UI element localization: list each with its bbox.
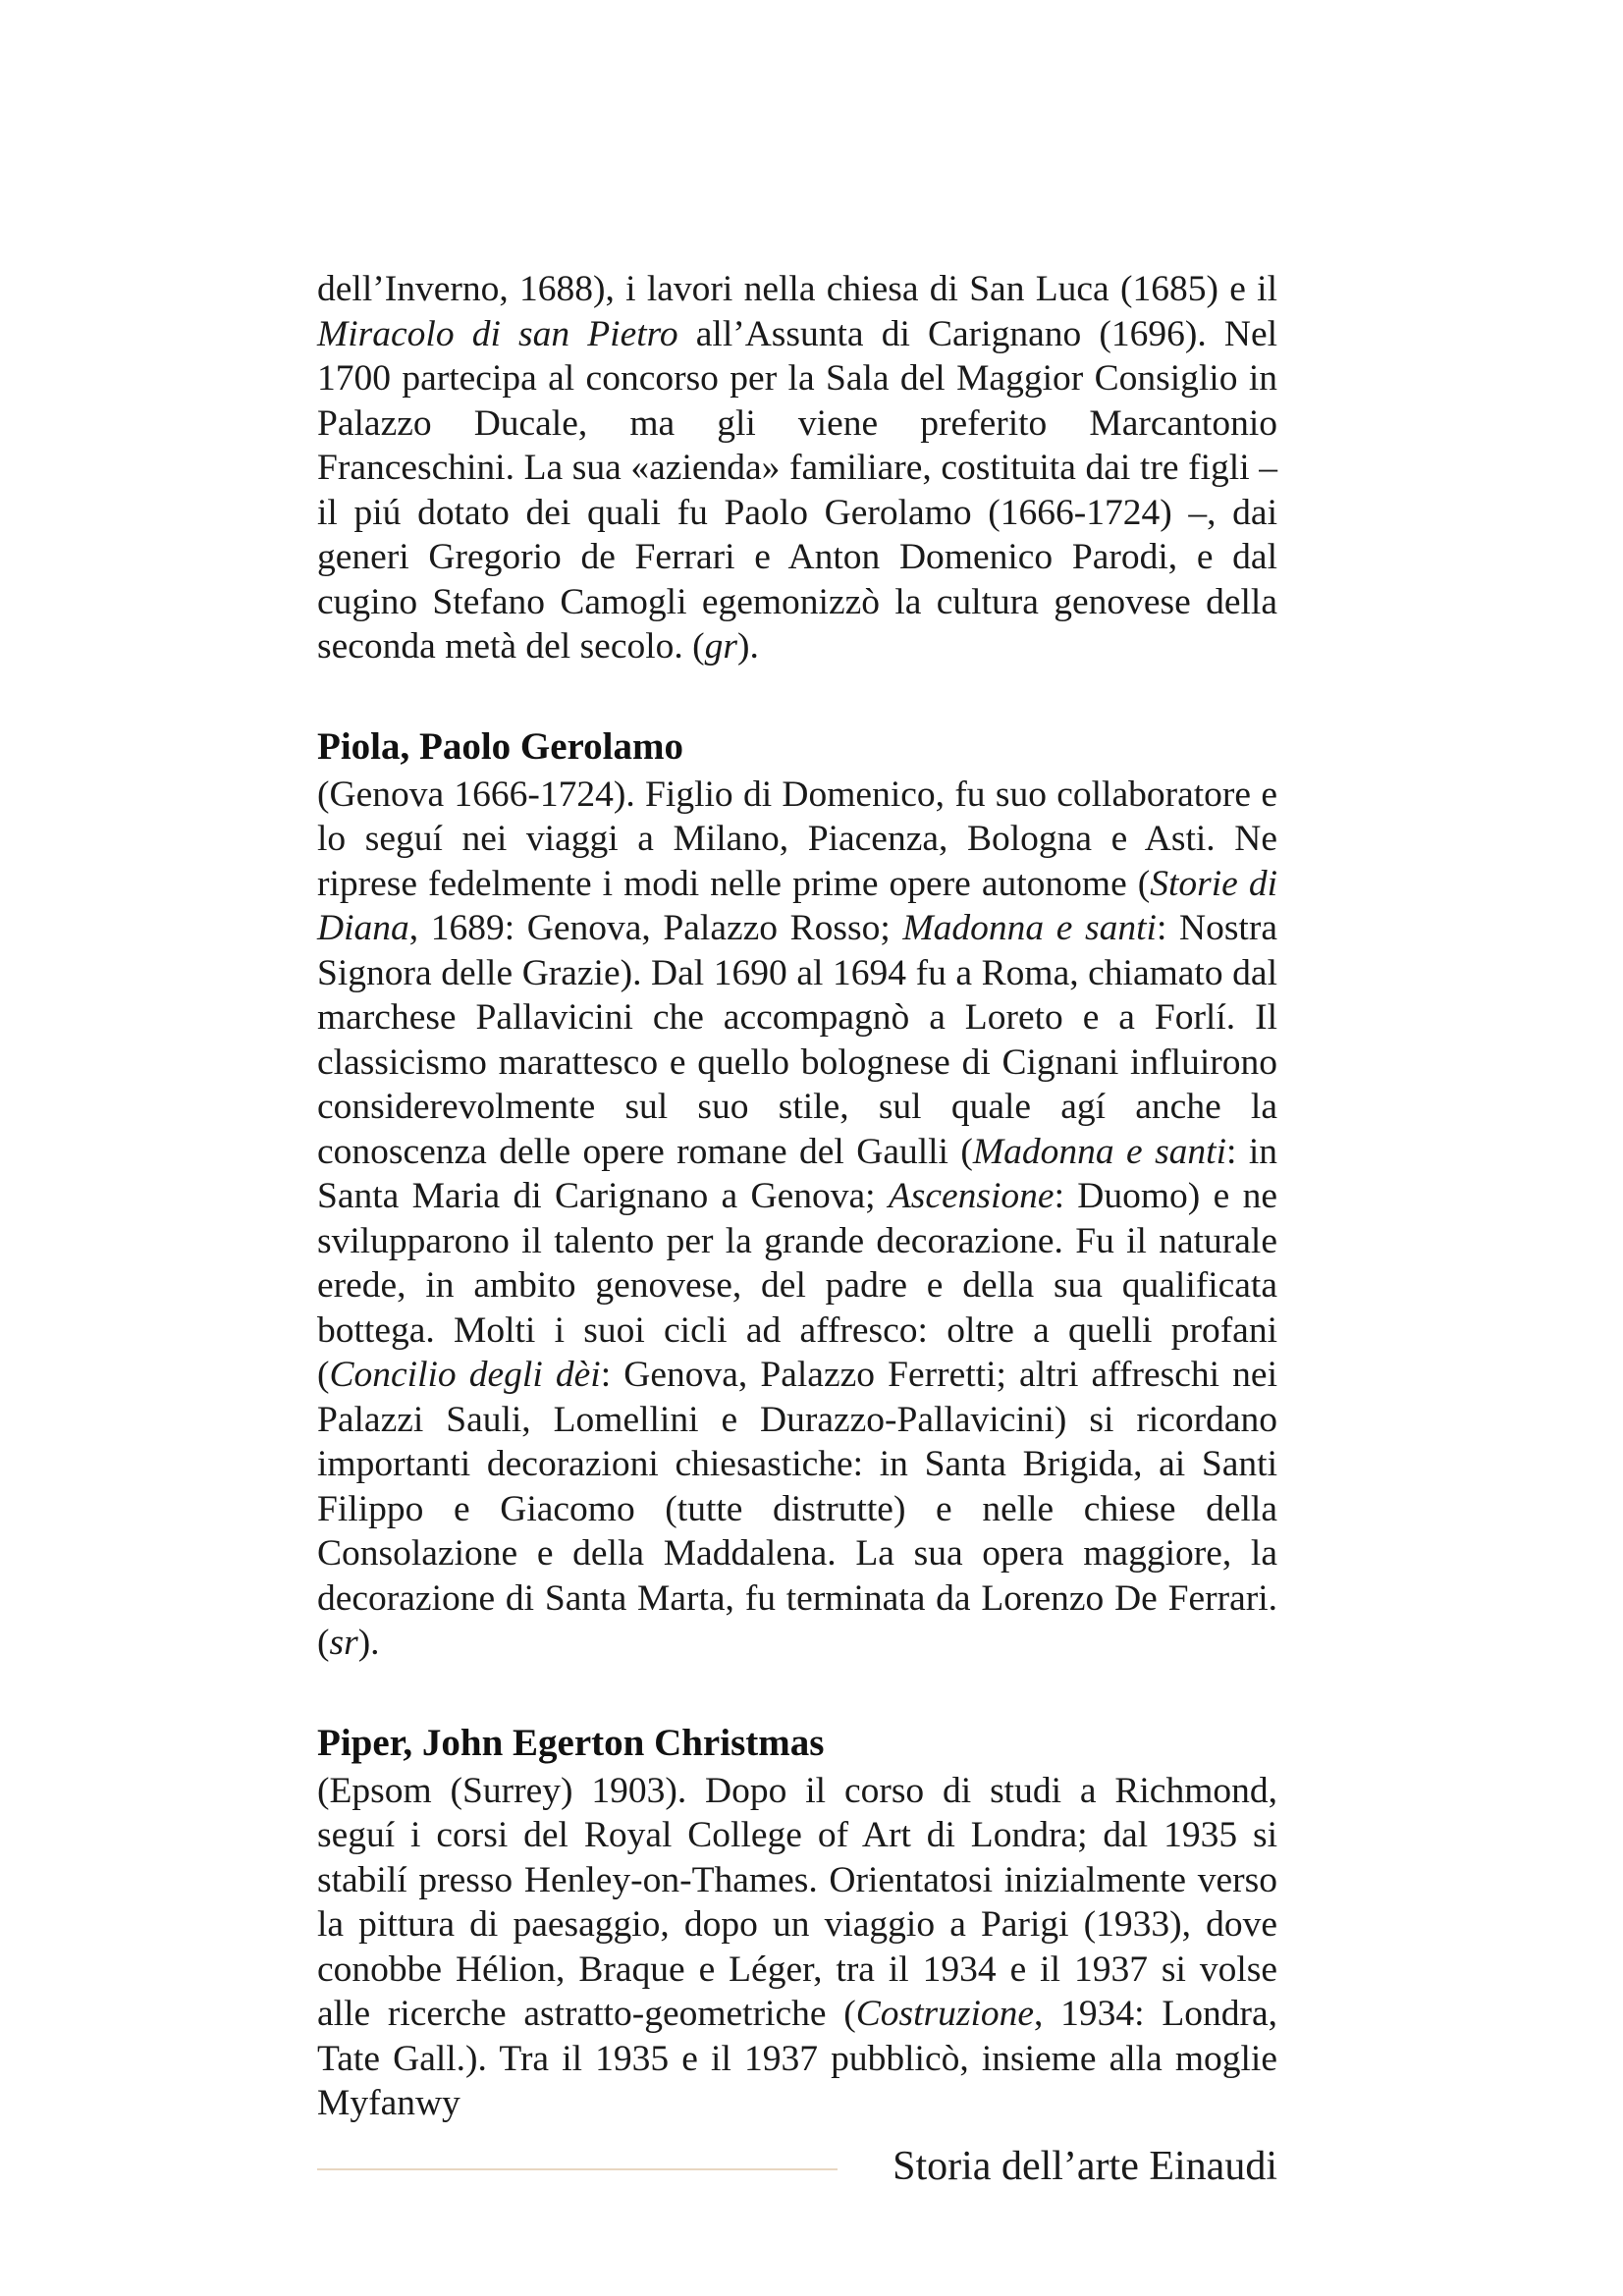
body-text: ). — [736, 626, 759, 667]
body-text: : in Santa Maria di Carignano a Genova; — [317, 1131, 1277, 1216]
italic-work-title: Concilio degli dèi — [329, 1355, 601, 1395]
entry-body — [317, 773, 1277, 1666]
body-text: : Genova, Palazzo Ferretti; altri affreschi nei Palazzi Sauli, Lomellini e Durazzo-Pallavicini) si ricordano importanti decorazioni chiesastiche: in Santa Brigida, ai Santi Filippo e Giacomo (tutte distrutte) e nelle chiese della Consolazione e della Maddalena. La sua opera maggiore, la decorazione di Santa Marta, fu terminata da Lorenzo De Ferrari. ( — [317, 1355, 1277, 1663]
body-text: all’Assunta di Carignano (1696). Nel 1700 partecipa al concorso per la Sala del Maggior Consiglio in Palazzo Ducale, ma gli viene preferito Marcantonio Franceschini. La sua «azienda» familiare, costituita dai tre figli – il piú dotato dei quali fu Paolo Gerolamo (1666-1724) –, dai generi Gregorio de Ferrari e Anton Domenico Parodi, e dal cugino Stefano Camogli egemonizzò la cultura genovese della seconda metà del secolo. ( — [317, 313, 1278, 667]
body-text: dell’Inverno, 1688), i lavori nella chiesa di San Luca (1685) e il — [317, 269, 1277, 309]
italic-work-title: Ascensione — [888, 1176, 1055, 1216]
entry-continuation — [317, 267, 1277, 669]
italic-work-title: Storie di Diana — [317, 863, 1277, 948]
entry-body — [317, 1769, 1277, 2126]
entry-piper — [317, 1721, 1277, 2126]
footer-title: Storia dell’arte Einaudi — [893, 2144, 1277, 2189]
italic-work-title: Madonna e santi — [902, 908, 1157, 948]
body-text: : Nostra Signora delle Grazie). Dal 1690 al 1694 fu a Roma, chiamato dal marchese Pallavicini che accompagnò a Loreto e a Forlí. Il classicismo marattesco e quello bolognese di Cignani influirono considerevolmente sul suo stile, sul quale agí anche la conoscenza delle opere romane del Gaulli ( — [317, 908, 1277, 1172]
entry-piola — [317, 724, 1277, 1666]
body-text: : Duomo) e ne svilupparono il talento per la grande decorazione. Fu il naturale erede, in ambito genovese, del padre e della sua qualificata bottega. Molti i suoi cicli ad affresco: oltre a quelli profani ( — [317, 1176, 1277, 1395]
author-initials: gr — [704, 626, 737, 667]
italic-work-title: Miracolo di san Pietro — [317, 313, 678, 354]
text-column — [317, 267, 1277, 2126]
footer-rule — [317, 2168, 838, 2170]
entry-title: Piper, John Egerton Christmas — [317, 1721, 825, 1764]
author-initials: sr — [329, 1623, 358, 1663]
italic-work-title: Madonna e santi — [972, 1131, 1226, 1172]
page-footer — [317, 2139, 1277, 2198]
entry-body — [317, 267, 1277, 669]
entry-title: Piola, Paolo Gerolamo — [317, 724, 683, 768]
body-text: (Genova 1666-1724). Figlio di Domenico, fu suo collaboratore e lo seguí nei viaggi a Milano, Piacenza, Bologna e Asti. Ne riprese fedelmente i modi nelle prime opere autonome ( — [317, 774, 1277, 904]
body-text: , 1689: Genova, Palazzo Rosso; — [408, 908, 903, 948]
body-text: (Epsom (Surrey) 1903). Dopo il corso di studi a Richmond, seguí i corsi del Royal College of Art di Londra; dal 1935 si stabilí presso Henley-on-Thames. Orientatosi inizialmente verso la pittura di paesaggio, dopo un viaggio a Parigi (1933), dove conobbe Hélion, Braque e Léger, tra il 1934 e il 1937 si volse alle ricerche astratto-geometriche ( — [317, 1770, 1277, 2034]
italic-work-title: Costruzione — [855, 1994, 1035, 2034]
body-text: , 1934: Londra, Tate Gall.). Tra il 1935 e il 1937 pubblicò, insieme alla moglie Myfanwy — [317, 1994, 1277, 2123]
body-text: ). — [357, 1623, 380, 1663]
